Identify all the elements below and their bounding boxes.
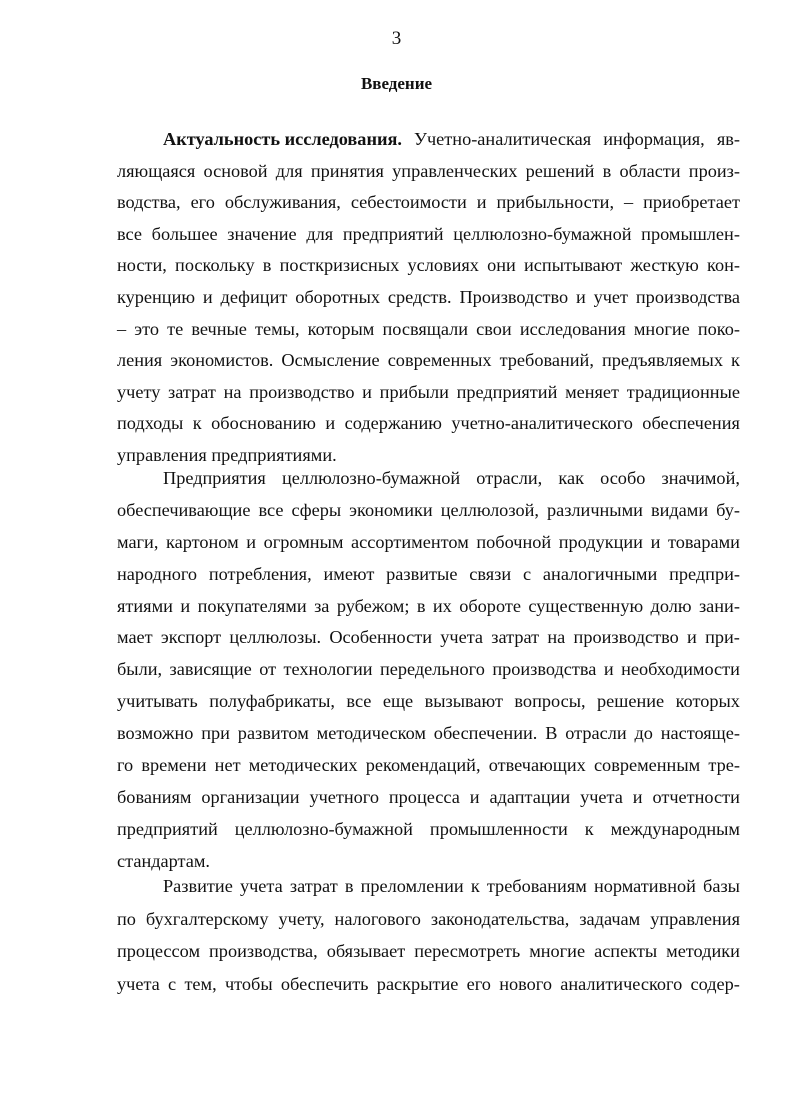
paragraph-1-line-6: куренцию и дефицит оборотных средств. Производство и учет производства xyxy=(117,287,740,307)
paragraph-2-line-10: го времени нет методических рекомендаций, отвечающих современным тре- xyxy=(117,755,740,775)
paragraph-1-line-7: – это те вечные темы, которым посвящали свои исследования многие поко- xyxy=(117,319,740,339)
paragraph-3-line-2: по бухгалтерскому учету, налогового законодательства, задачам управления xyxy=(117,909,740,929)
paragraph-1-line-11: управления предприятиями. xyxy=(117,445,337,465)
word: Учетно-аналитическая xyxy=(414,129,592,149)
paragraph-1-line-2: ляющаяся основой для принятия управленческих решений в области произ- xyxy=(117,161,740,181)
section-heading: Введение xyxy=(360,74,433,93)
paragraph-2-line-7: были, зависящие от технологии передельного производства и необходимости xyxy=(117,659,740,679)
paragraph-1-line-8: ления экономистов. Осмысление современных требований, предъявляемых к xyxy=(117,350,740,370)
paragraph-2-line-1: Предприятия целлюлозно-бумажной отрасли, как особо значимой, xyxy=(163,468,740,488)
paragraph-2-line-8: учитывать полуфабрикаты, все еще вызывают вопросы, решение которых xyxy=(117,691,740,711)
word: яв- xyxy=(716,129,740,149)
paragraph-1-line-5: ности, поскольку в посткризисных условиях они испытывают жесткую кон- xyxy=(117,255,740,275)
paragraph-2-line-2: обеспечивающие все сферы экономики целлюлозой, различными видами бу- xyxy=(117,500,740,520)
paragraph-2-line-4: народного потребления, имеют развитые связи с аналогичными предпри- xyxy=(117,564,740,584)
paragraph-2-line-12: предприятий целлюлозно-бумажной промышленности к международным xyxy=(117,819,740,839)
paragraph-2-line-5: ятиями и покупателями за рубежом; в их обороте существенную долю зани- xyxy=(117,596,740,616)
paragraph-2-line-9: возможно при развитом методическом обеспечении. В отрасли до настояще- xyxy=(117,723,740,743)
word: информация, xyxy=(603,129,705,149)
paragraph-1-line-9: учету затрат на производство и прибыли предприятий меняет традиционные xyxy=(117,382,740,402)
paragraph-3-line-3: процессом производства, обязывает пересмотреть многие аспекты методики xyxy=(117,941,740,961)
lead-phrase: Актуальность исследования. xyxy=(163,129,402,149)
paragraph-1-line-10: подходы к обоснованию и содержанию учетно-аналитического обеспечения xyxy=(117,413,740,433)
paragraph-1-line-1 xyxy=(163,128,740,150)
paragraph-2-line-3: маги, картоном и огромным ассортиментом побочной продукции и товарами xyxy=(117,532,740,552)
paragraph-3-line-4: учета с тем, чтобы обеспечить раскрытие его нового аналитического содер- xyxy=(117,974,740,994)
page-number: 3 xyxy=(391,28,402,49)
paragraph-1-line-4: все большее значение для предприятий целлюлозно-бумажной промышлен- xyxy=(117,224,740,244)
paragraph-2-line-13: стандартам. xyxy=(117,851,211,871)
paragraph-1-line-3: водства, его обслуживания, себестоимости и прибыльности, – приобретает xyxy=(117,192,740,212)
paragraph-3-line-1: Развитие учета затрат в преломлении к требованиям нормативной базы xyxy=(163,876,740,896)
paragraph-2-line-11: бованиям организации учетного процесса и адаптации учета и отчетности xyxy=(117,787,740,807)
paragraph-2-line-6: мает экспорт целлюлозы. Особенности учета затрат на производство и при- xyxy=(117,627,740,647)
